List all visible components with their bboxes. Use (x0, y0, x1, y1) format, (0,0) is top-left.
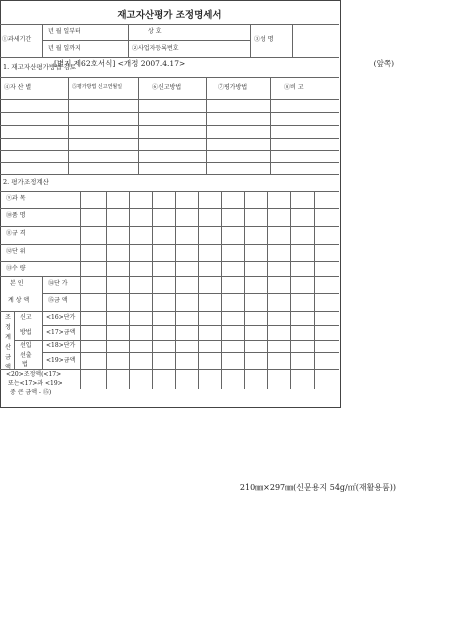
adjust-total-3: 중 큰 금액 - ⑮) (10, 389, 52, 396)
name-label: ③성 명 (254, 36, 274, 43)
row-account: ⑨과 목 (6, 195, 26, 202)
section1-title: 1. 재고자산평가방법 검토 (3, 63, 77, 71)
fifo-label: 선입 (20, 342, 32, 349)
col-remarks: ⑧비 고 (284, 84, 304, 91)
row-unit: ⑫단 위 (6, 248, 26, 255)
page-side: (앞쪽) (373, 59, 394, 68)
form-number: [별지 제62호서식] <개정 2007.4.17> (54, 59, 186, 68)
r17-label: <17>금액 (46, 329, 76, 336)
company-label: 상 호 (148, 28, 162, 35)
paper-spec: 210㎜×297㎜(신문용지 54g/㎡(재활용품)) (239, 483, 396, 492)
adjust-label: 조 정 계 산 금 액 (5, 314, 11, 371)
report-label: 신고 (20, 314, 32, 321)
bizno-label: ②사업자등록번호 (132, 45, 179, 52)
row-spec: ⑪규 격 (6, 230, 26, 237)
fifo-label-3: 법 (22, 361, 28, 368)
unit-price-label: ⑭단 가 (48, 280, 68, 287)
period-to: 년 월 일까지 (48, 45, 81, 52)
fifo-label-2: 선출 (20, 352, 32, 359)
adjust-total-1: <20>조정액(<17> (6, 371, 62, 378)
r18-label: <18>단가 (46, 342, 76, 349)
col-report-date: ⑤평가방법 신고연월일 (72, 84, 123, 90)
section2-title: 2. 평가조정계산 (3, 178, 49, 186)
r16-label: <16>단가 (46, 314, 76, 321)
row-quantity: ⑬수 량 (6, 265, 26, 272)
book-label-2: 계 상 액 (8, 297, 30, 304)
period-from: 년 월 일부터 (48, 28, 81, 35)
amount-label: ⑮금 액 (48, 297, 68, 304)
col-report-method: ⑥신고방법 (152, 84, 182, 91)
adjust-total-2: 또는<17>과 <19> (8, 380, 63, 387)
col-eval-method: ⑦평가방법 (218, 84, 248, 91)
book-label: 본 인 (10, 280, 24, 287)
col-asset: ④자 산 별 (4, 84, 32, 91)
period-label: ①과세기간 (2, 36, 32, 43)
method-label: 방법 (20, 329, 32, 336)
form-title: 재고자산평가 조정명세서 (117, 10, 222, 21)
row-item: ⑩품 명 (6, 212, 26, 219)
r19-label: <19>금액 (46, 357, 76, 364)
